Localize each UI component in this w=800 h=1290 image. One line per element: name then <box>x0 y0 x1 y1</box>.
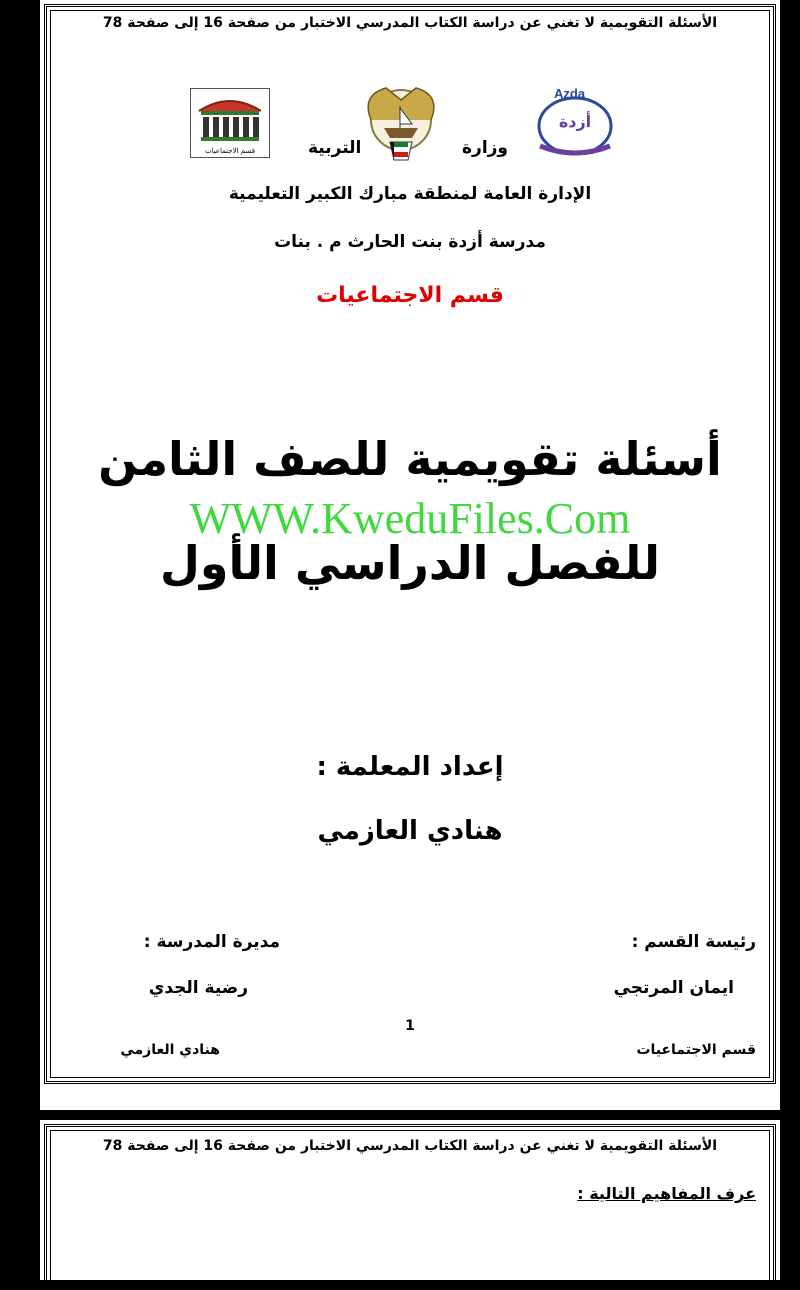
dept-head-name: ايمان المرتجي <box>613 978 734 998</box>
ministry-word-right: وزارة <box>462 138 509 158</box>
ministry-word-left: التربية <box>308 138 362 158</box>
school-name: مدرسة أزدة بنت الحارث م . بنات <box>274 232 546 252</box>
school-logo-brand: Azda <box>554 86 586 101</box>
department-logo <box>190 88 270 158</box>
department-logo-label: قسم الاجتماعيات <box>204 147 256 155</box>
title-line-2: للفصل الدراسي الأول <box>159 536 661 590</box>
prepared-by-label: إعداد المعلمة : <box>316 752 504 782</box>
page-header-note: الأسئلة التقويمية لا تغني عن دراسة الكتاب المدرسي الاختبار من صفحة 16 إلى صفحة 78 <box>102 1138 718 1154</box>
page-header-note: الأسئلة التقويمية لا تغني عن دراسة الكتاب المدرسي الاختبار من صفحة 16 إلى صفحة 78 <box>102 15 718 31</box>
school-logo <box>530 86 620 160</box>
principal-label: مديرة المدرسة : <box>143 932 280 952</box>
watermark: WWW.KweduFiles.Com <box>189 494 631 543</box>
page-number: 1 <box>405 1018 415 1034</box>
dept-head-label: رئيسة القسم : <box>631 932 756 952</box>
district-name: الإدارة العامة لمنطقة مبارك الكبير التعليمية <box>228 184 592 204</box>
principal-name: رضية الجدي <box>148 978 248 998</box>
document-page-1 <box>40 0 780 1110</box>
title-line-1: أسئلة تقويمية للصف الثامن <box>98 432 722 486</box>
footer-left: هنادي العازمي <box>120 1042 220 1058</box>
department-name: قسم الاجتماعيات <box>316 283 504 308</box>
document-page-2 <box>40 1120 780 1280</box>
kuwait-emblem-icon <box>356 80 446 170</box>
section-heading: عرف المفاهيم التالية : <box>577 1184 756 1203</box>
footer-right: قسم الاجتماعيات <box>636 1042 756 1058</box>
prepared-by-name: هنادي العازمي <box>317 816 503 846</box>
logo-row <box>40 80 780 170</box>
school-logo-text: أزدة <box>558 112 592 131</box>
